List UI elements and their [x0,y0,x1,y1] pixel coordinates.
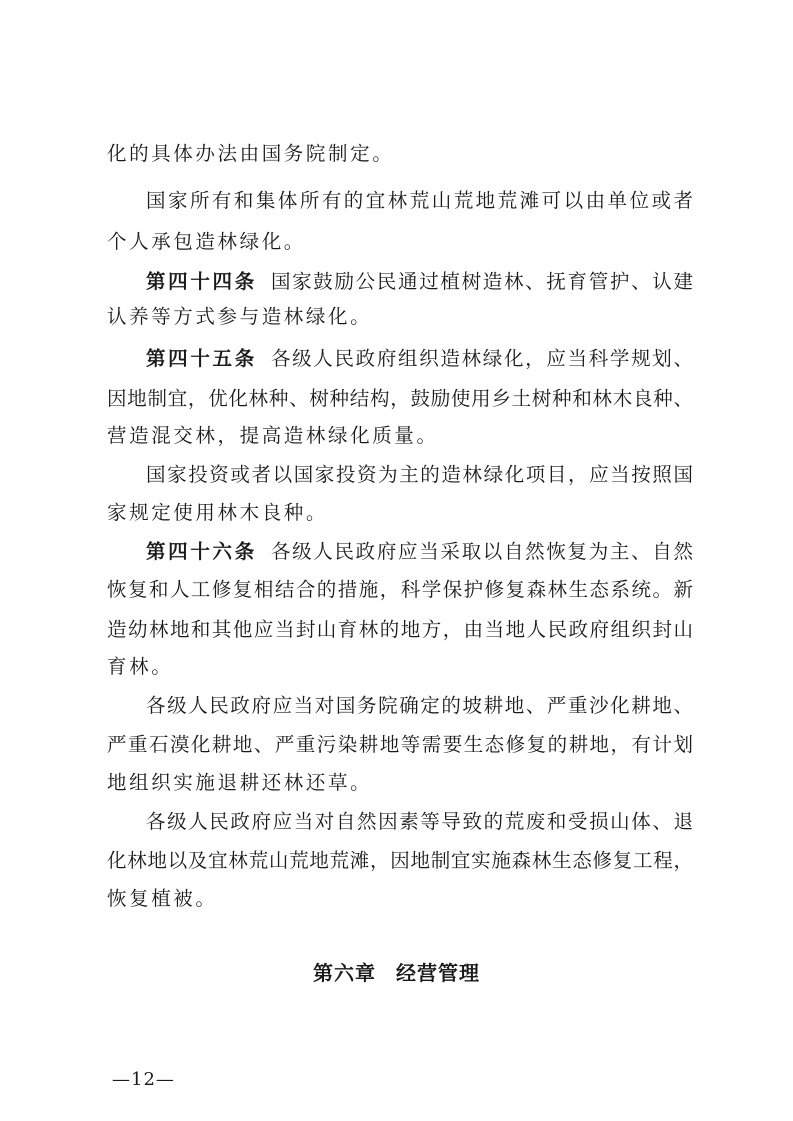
text-line: 各级人民政府应当对自然因素等导致的荒废和受损山体、退 [146,810,693,833]
text-line: 恢复植被。 [107,887,218,910]
text-line: 各级人民政府应当对国务院确定的坡耕地、严重沙化耕地、 [146,694,693,717]
article-heading: 第四十五条 [146,347,257,370]
text-line: 认养等方式参与造林绿化。 [107,305,373,328]
text-line: 恢复和人工修复相结合的措施，科学保护修复森林生态系统。新 [107,578,693,601]
article-45-line [146,345,693,372]
text-line: 个人承包造林绿化。 [107,230,306,253]
text-line: 化的具体办法由国务院制定。 [107,142,395,165]
text-segment: 各级人民政府应当采取以自然恢复为主、自然 [270,540,693,563]
article-heading: 第四十四条 [146,270,257,293]
text-line: 造幼林地和其他应当封山育林的地方，由当地人民政府组织封山 [107,618,693,641]
text-line: 化林地以及宜林荒山荒地荒滩，因地制宜实施森林生态修复工程， [107,849,693,872]
article-44-line [146,268,693,295]
text-line: 地组织实施退耕还林还草。 [107,771,373,794]
text-line: 国家所有和集体所有的宜林荒山荒地荒滩可以由单位或者 [146,189,693,212]
text-line: 营造混交林，提高造林绿化质量。 [107,424,439,447]
text-line: 育林。 [107,655,174,678]
chapter-heading [0,957,793,986]
text-line: 因地制宜，优化林种、树种结构，鼓励使用乡土树种和林木良种、 [107,387,693,410]
text-line: 严重石漠化耕地、严重污染耕地等需要生态修复的耕地，有计划 [107,733,693,756]
text-line: 家规定使用林木良种。 [107,501,329,524]
text-line: 国家投资或者以国家投资为主的造林绿化项目，应当按照国 [146,463,693,486]
chapter-title: 经营管理 [396,961,480,985]
text-segment: 各级人民政府组织造林绿化，应当科学规划、 [270,347,693,370]
page-number: —12— [112,1069,175,1090]
chapter-number: 第六章 [313,961,376,985]
article-46-line [146,538,693,565]
text-segment: 国家鼓励公民通过植树造林、抚育管护、认建 [270,270,693,293]
article-heading: 第四十六条 [146,540,257,563]
